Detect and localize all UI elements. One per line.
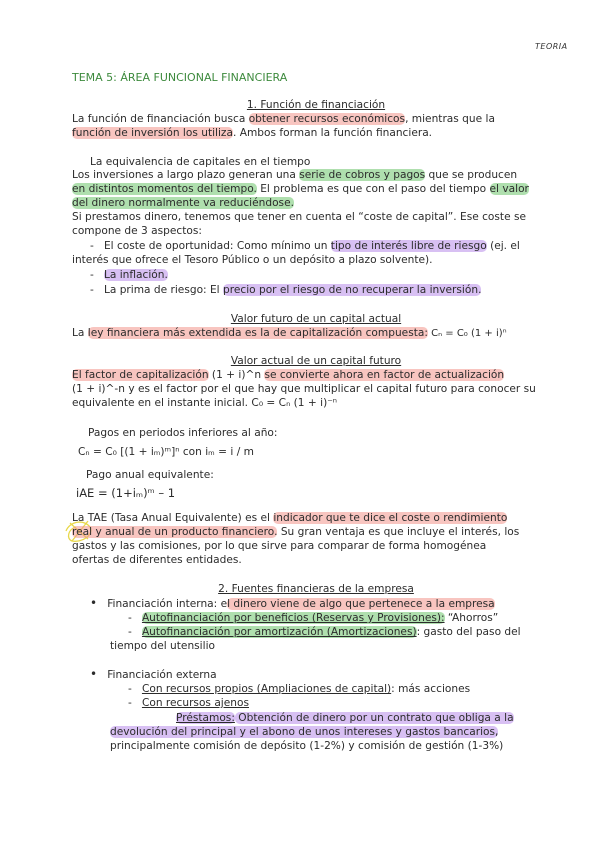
internal-item-cont: tiempo del utensilio (110, 640, 215, 652)
paragraph-line: en distintos momentos del tiempo. El problema es que con el paso del tiempo el valor (72, 183, 529, 195)
aspect-item: - El coste de oportunidad: Como mínimo un tipo de interés libre de riesgo (ej. el (90, 240, 520, 252)
periods-formula: Cₙ = C₀ [(1 + iₘ)ᵐ]ⁿ con iₘ = i / m (78, 446, 254, 458)
tae-line: gastos y las comisiones, por lo que sirve para comparar de forma homogénea (72, 540, 487, 552)
paragraph-line: Los inversiones a largo plazo generan una serie de cobros y pagos que se producen (72, 169, 518, 181)
annual-formula: iAE = (1+iₘ)ᵐ – 1 (76, 486, 176, 500)
aspect-item: - La inflación. (90, 269, 168, 281)
subsection-title: La equivalencia de capitales en el tiempo (90, 156, 311, 168)
paragraph-line: función de inversión los utiliza. Ambos forman la función financiera. (72, 127, 433, 139)
loans-line: principalmente comisión de depósito (1-2%) y comisión de gestión (1-3%) (110, 740, 504, 752)
external-item: - Con recursos propios (Ampliaciones de capital): más acciones (128, 683, 471, 695)
section1-heading: 1. Función de financiación (246, 99, 386, 111)
tae-line: La TAE (Tasa Anual Equivalente) es el indicador que te dice el coste o rendimiento (72, 512, 508, 524)
future-value-title: Valor futuro de un capital actual (230, 313, 402, 325)
bullet-icon: • (90, 667, 98, 681)
paragraph-line: del dinero normalmente va reduciéndose. (72, 197, 294, 209)
loans-line: Préstamos: Obtención de dinero por un contrato que obliga a la (176, 712, 514, 724)
internal-financing: • Financiación interna: el dinero viene de algo que pertenece a la empresa (90, 596, 495, 610)
page-title: TEMA 5: ÁREA FUNCIONAL FINANCIERA (72, 71, 288, 84)
tae-line: ofertas de diferentes entidades. (72, 554, 242, 566)
annual-title: Pago anual equivalente: (86, 469, 214, 481)
paragraph-line: Si prestamos dinero, tenemos que tener en cuenta el “coste de capital”. Ese coste se (72, 211, 526, 223)
present-value-line: El factor de capitalización (1 + i)^n se convierte ahora en factor de actualización (72, 369, 505, 381)
section2-heading: 2. Fuentes financieras de la empresa (218, 583, 414, 595)
internal-item: - Autofinanciación por beneficios (Reservas y Provisiones): “Ahorros” (128, 612, 499, 624)
bullet-icon: • (90, 596, 98, 610)
external-financing: • Financiación externa (90, 667, 217, 681)
loans-line: devolución del principal y el abono de unos intereses y gastos bancarios, (110, 726, 499, 738)
tae-line: real y anual de un producto financiero. Su gran ventaja es que incluye el interés, los (72, 526, 520, 538)
present-value-line: equivalente en el instante inicial. C₀ = Cₙ (1 + i)⁻ⁿ (72, 397, 338, 409)
external-item: - Con recursos ajenos (128, 697, 249, 709)
present-value-line: (1 + i)^-n y es el factor por el que hay que multiplicar el capital futuro para conocer su (72, 383, 536, 395)
present-value-title: Valor actual de un capital futuro (230, 355, 402, 367)
paragraph-line: compone de 3 aspectos: (72, 225, 202, 237)
aspect-item: - La prima de riesgo: El precio por el riesgo de no recuperar la inversión. (90, 284, 482, 296)
header-tag: TEORIA (535, 42, 568, 51)
paragraph-line: La función de financiación busca obtener recursos económicos, mientras que la (72, 113, 495, 125)
aspect-item-cont: interés que ofrece el Tesoro Público o un depósito a plazo solvente). (72, 254, 433, 266)
future-value-line: La ley financiera más extendida es la de capitalización compuesta: Cₙ = C₀ (1 + i)ⁿ (72, 327, 507, 339)
periods-title: Pagos en periodos inferiores al año: (88, 427, 278, 439)
internal-item: - Autofinanciación por amortización (Amortizaciones): gasto del paso del (128, 626, 521, 638)
